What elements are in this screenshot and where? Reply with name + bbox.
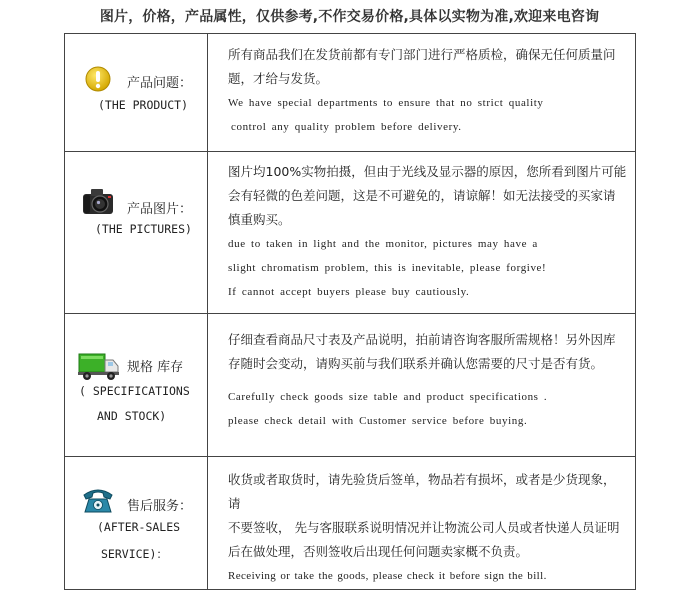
- desc-en-line: due to taken in light and the monitor, pictures may have a: [228, 238, 538, 250]
- desc-cn-line: 不要签收， 先与客服联系说明情况并让物流公司人员或者快递人员证明: [228, 520, 620, 535]
- row-specifications-desc: [208, 314, 635, 456]
- row-after-sales-title-en-2: SERVICE)：: [101, 547, 168, 561]
- row-product: [65, 34, 635, 152]
- desc-cn-line: 会有轻微的色差问题，这是不可避免的，请谅解！如无法接受的买家请: [228, 188, 616, 203]
- desc-en-line: Carefully check goods size table and product specifications .: [228, 391, 548, 403]
- row-pictures-title-cn: 产品图片：: [127, 202, 193, 217]
- desc-en-line: control any quality problem before delivery.: [231, 121, 462, 133]
- desc-cn-line: 收货或者取货时，请先验货后签单，物品若有损坏，或者是少货现象，请: [228, 472, 616, 511]
- desc-en-line: please check detail with Customer service before buying.: [228, 415, 528, 427]
- row-after-sales-title-cn: 售后服务：: [127, 499, 193, 514]
- desc-cn-line: 慎重购买。: [228, 212, 291, 227]
- row-product-title-cn: 产品问题：: [127, 76, 193, 91]
- page-header: 图片，价格，产品属性，仅供参考,不作交易价格,具体以实物为准,欢迎来电咨询: [99, 9, 600, 25]
- camera-icon: [81, 186, 115, 216]
- row-specifications: [65, 314, 635, 457]
- desc-cn-line: 仔细查看商品尺寸表及产品说明，拍前请咨询客服所需规格！另外因库: [228, 332, 616, 347]
- desc-cn-line: 图片均100%实物拍摄，但由于光线及显示器的原因，您所看到图片可能: [228, 164, 627, 179]
- row-after-sales: [65, 457, 635, 589]
- row-specifications-title-en-2: AND STOCK): [97, 409, 167, 423]
- desc-cn-line: 存随时会变动，请购买前与我们联系并确认您需要的尺寸是否有货。: [228, 356, 604, 371]
- row-specifications-label-cell: [65, 314, 208, 456]
- row-pictures-label-cell: [65, 152, 208, 313]
- truck-icon: [77, 350, 121, 382]
- desc-cn-line: 题，才给与发货。: [228, 71, 329, 86]
- row-specifications-title-cn: 规格 库存: [127, 360, 184, 375]
- row-pictures: [65, 152, 635, 314]
- info-table: [64, 33, 636, 590]
- desc-en-line: Receiving or take the goods, please check it before sign the bill.: [228, 570, 547, 582]
- row-product-title-en: (THE PRODUCT): [98, 98, 189, 112]
- row-product-desc: [208, 34, 635, 151]
- desc-en-line: We have special departments to ensure that no strict quality: [228, 97, 544, 109]
- row-after-sales-title-en-1: (AFTER-SALES: [97, 520, 181, 534]
- exclamation-icon: [85, 66, 111, 92]
- row-specifications-title-en-1: ( SPECIFICATIONS: [79, 384, 190, 398]
- row-product-label-cell: [65, 34, 208, 151]
- row-pictures-title-en: (THE PICTURES): [95, 222, 192, 236]
- telephone-icon: [81, 485, 115, 515]
- desc-cn-line: 后在做处理，否则签收后出现任何问题卖家概不负责。: [228, 544, 529, 559]
- desc-cn-line: 所有商品我们在发货前都有专门部门进行严格质检，确保无任何质量问: [228, 47, 616, 62]
- row-pictures-desc: [208, 152, 635, 313]
- desc-en-line: slight chromatism problem, this is inevitable, please forgive!: [228, 262, 547, 274]
- row-after-sales-label-cell: [65, 457, 208, 589]
- row-after-sales-desc: [208, 457, 635, 589]
- desc-en-line: If cannot accept buyers please buy cautiously.: [228, 286, 470, 298]
